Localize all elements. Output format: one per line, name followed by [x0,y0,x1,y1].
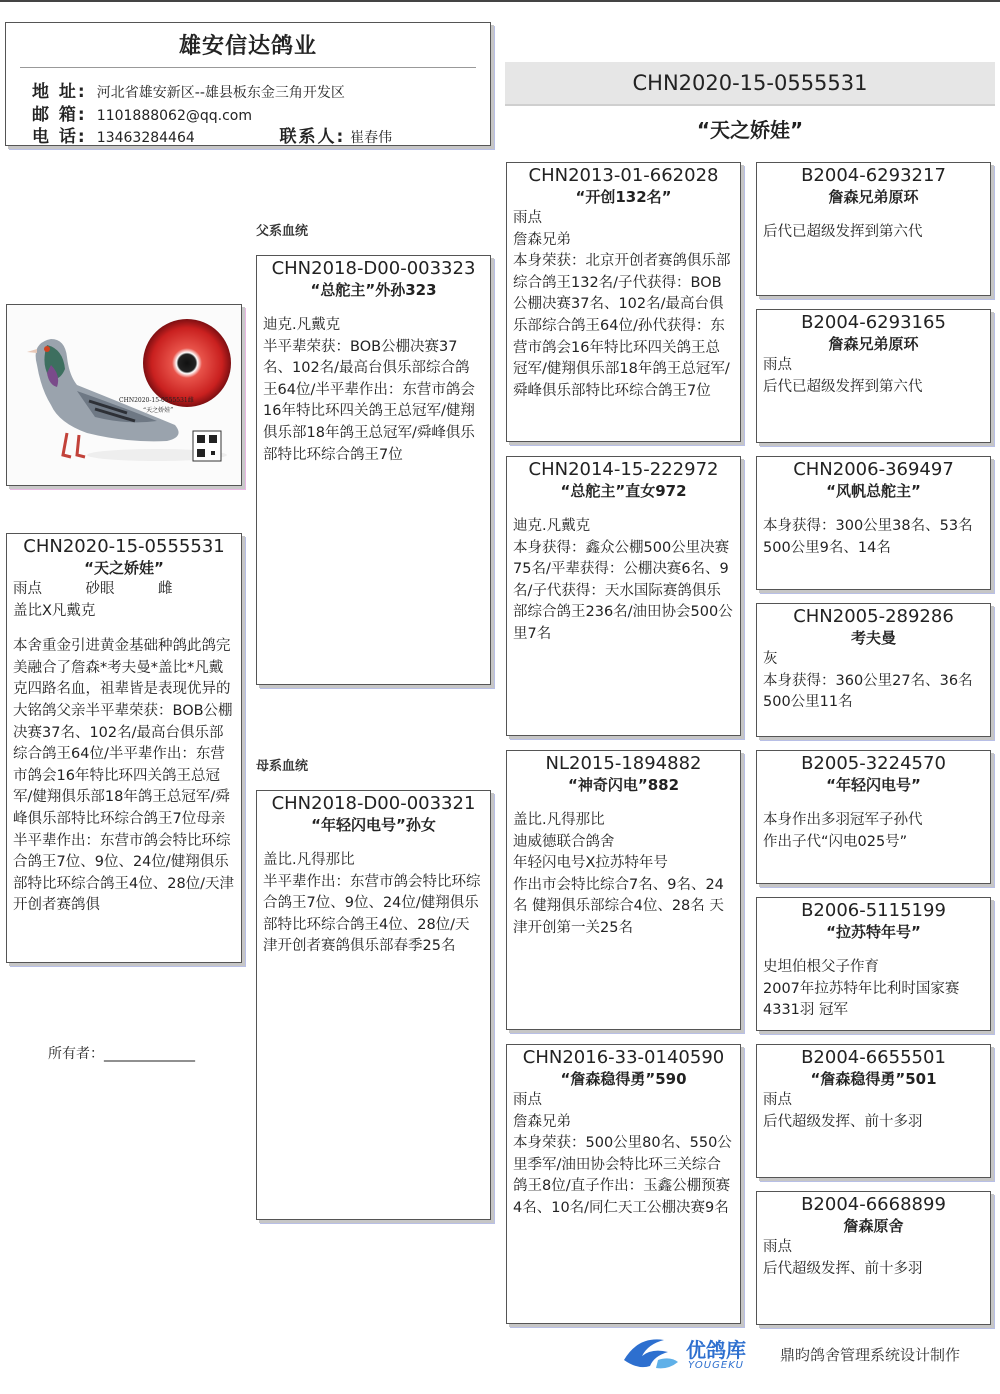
address-label: 地 址: [32,82,87,102]
ggp-name: 詹森兄弟原环 [828,335,919,353]
dam-name: “年轻闪电号”孙女 [311,816,436,834]
dam-strain: 盖比.凡得那比 [263,852,355,868]
ggp-color: 雨点 [763,1092,792,1108]
loft-name: 雄安信达鸽业 [178,34,317,59]
great-grandparent-card [756,603,991,737]
grandparent-name: “开创132名” [575,188,672,206]
ggp-note: 500公里9名、14名 [763,539,891,556]
contact-label: 联系人: [279,127,346,147]
pigeon-photo [6,304,242,486]
ggp-name: “拉苏特年号” [826,923,921,941]
grandparent-strain: 詹森兄弟 [513,231,571,248]
ggp-name: “年轻闪电号” [826,776,921,794]
granddam-maternal-card [506,1044,741,1324]
great-grandparent-card [756,750,991,884]
phone-label: 电 话: [32,127,87,147]
grandparent-ring: CHN2016-33-0140590 [522,1047,725,1068]
grandsire-paternal-card [506,162,741,442]
ggp-color: 灰 [763,651,778,667]
ggp-ring: B2006-5115199 [801,900,946,921]
subject-card-ring: CHN2020-15-0555531 [23,536,225,557]
ggp-note: 后代超级发挥、前十多羽 [763,1113,923,1130]
email-value[interactable]: 1101888062@qq.com [96,108,252,124]
ggp-note: 后代已超级发挥到第六代 [763,224,923,240]
ggp-note: 史坦伯根父子作育 [763,959,879,975]
subject-description: 本舍重金引进黄金基础种鸽此鸽完美融合了詹森*考夫曼*盖比*凡戴克四路名血，祖辈皆是表现优异的大铭鸽父亲半平辈荣获：BOB公棚决赛37名、102名/最高台俱乐部综合鸽王64位/半平辈作出：东营市鸽会16年特比环四关鸽王总冠军/健翔俱乐部18年鸽王总冠军/舜峰俱乐部特比环综合鸽王7位母亲半平辈作出：东营市鸽会特比环综合鸽王7位、9位、24位/健翔俱乐部特比环综合鸽王4位、28位/天津开创者赛鸽俱 [13,638,235,914]
email-label: 邮 箱: [32,105,87,125]
grandparent-strain: 盖比.凡得那比 [513,812,605,828]
great-grandparent-card [756,1191,991,1325]
grandparent-description: 本身荣获：北京开创者赛鸽俱乐部综合鸽王132名/子代获得：BOB公棚决赛37名、102名/最高台俱乐部综合鸽王64位/孙代获得：东营市鸽会16年特比环四关鸽王总冠军/健翔俱乐部18年鸽王总冠军/舜峰俱乐部特比环综合鸽王7位 [513,253,731,399]
owner-line: 所有者：_____________ [48,1046,195,1062]
sire-description: 半平辈荣获：BOB公棚决赛37名、102名/最高台俱乐部综合鸽王64位/半平辈作出：东营市鸽会16年特比环四关鸽王总冠军/健翔俱乐部18年鸽王总冠军/舜峰俱乐部特比环综合鸽王7位 [263,338,475,463]
grandparent-description: 本身荣获：500公里80名、550公里季军/油田协会特比环三关综合鸽王8位/直子作出：玉鑫公棚预赛4名、10名/同仁天工公棚决赛9名 [513,1135,732,1216]
contact-value: 崔春伟 [350,130,393,146]
header-divider [20,67,476,68]
grandparent-color: 雨点 [513,1092,542,1108]
sire-strain: 迪克.凡戴克 [263,317,341,333]
ggp-note: 500公里11名 [763,694,853,711]
phone-value: 13463284464 [96,130,195,146]
top-rule [0,0,1000,2]
ggp-name: “风帆总舵主” [826,482,921,500]
brand-logo-icon [618,1330,682,1374]
brand-name: 优鸽库 [686,1338,746,1362]
great-grandparent-card [756,456,991,590]
grandparent-description: 本身获得：鑫众公棚500公里决赛75名/平辈获得：公棚决赛6名、9名/子代获得：天水国际赛鸽俱乐部综合鸽王236名/油田协会500公里7名 [513,539,733,642]
ggp-name: 考夫曼 [850,629,896,647]
great-grandparent-card [756,162,991,296]
ggp-ring: B2004-6293217 [801,165,946,186]
grandsire-maternal-card [506,750,741,1030]
ggp-ring: B2004-6293165 [801,312,946,333]
address-value: 河北省雄安新区--雄县板东金三角开发区 [96,85,345,101]
footer-credit: 鼎昀鸽舍管理系统设计制作 [780,1346,961,1364]
subject-cross: 盖比X凡戴克 [13,602,96,619]
grandparent-color: 雨点 [513,210,542,226]
photo-caption-name: “天之娇娃” [143,407,174,414]
photo-caption-ring: CHN2020-15-0555531雌 [119,397,194,404]
ggp-note: 本身获得：360公里27名、36名 [763,672,973,689]
grandparent-name: “神奇闪电”882 [567,776,680,794]
great-grandparent-card [756,1044,991,1178]
subject-name: “天之娇娃” [696,118,804,142]
grandparent-strain: 詹森兄弟 [513,1113,571,1130]
dam-description: 半平辈作出：东营市鸽会特比环综合鸽王7位、9位、24位/健翔俱乐部特比环综合鸽王4位、28位/天津开创者赛鸽俱乐部春季25名 [263,873,481,955]
grandparent-description: 作出市会特比综合7名、9名、24名 健翔俱乐部综合4位、28名 天津开创第一关25名 [513,876,724,936]
dam-line-label: 母系血统 [256,759,309,774]
grandparent-name: “总舵主”直女972 [560,482,687,500]
ggp-name: 詹森原舍 [843,1217,904,1235]
grandparent-cross: 年轻闪电号X拉苏特年号 [513,855,668,872]
ggp-note: 后代超级发挥、前十多羽 [763,1260,923,1277]
sire-card [256,255,491,685]
ggp-note: 作出子代“闪电025号” [763,833,908,850]
ggp-note: 2007年拉苏特年比利时国家赛 [763,980,960,997]
ggp-ring: B2004-6655501 [801,1047,946,1068]
ggp-ring: CHN2006-369497 [793,459,954,480]
grandparent-ring: CHN2014-15-222972 [528,459,719,480]
ggp-color: 雨点 [763,357,792,373]
subject-ring-banner: CHN2020-15-0555531 [505,62,995,106]
loft-header [5,22,491,146]
ggp-ring: B2004-6668899 [801,1194,946,1215]
grandparent-name: “詹森稳得勇”590 [560,1070,687,1088]
address-row [32,77,345,102]
ggp-ring: B2005-3224570 [801,753,946,774]
subject-attrs: 雨点 砂眼 雌 [13,581,173,597]
subject-card-name: “天之娇娃” [84,559,164,577]
ggp-note: 本身获得：300公里38名、53名 [763,518,973,534]
ggp-ring: CHN2005-289286 [793,606,954,627]
ggp-color: 雨点 [763,1239,792,1255]
grandparent-ring: CHN2013-01-662028 [528,165,719,186]
footer [618,1328,998,1378]
brand-name-en: YOUGEKU [688,1360,744,1371]
grandparent-strain: 迪克.凡戴克 [513,518,591,534]
dam-card [256,790,491,1220]
ggp-note: 后代已超级发挥到第六代 [763,378,923,395]
great-grandparent-card [756,309,991,443]
great-grandparent-card [756,897,991,1031]
ggp-note: 本身作出多羽冠军子孙代 [763,812,923,828]
ggp-name: “詹森稳得勇”501 [810,1070,937,1088]
ggp-name: 詹森兄弟原环 [828,188,919,206]
grandparent-loft: 迪威德联合鸽舍 [513,833,615,850]
sire-name: “总舵主”外孙323 [310,281,437,299]
subject-card [6,533,242,963]
ggp-note: 4331羽 冠军 [763,1002,849,1019]
granddam-paternal-card [506,456,741,736]
dam-ring: CHN2018-D00-003321 [271,793,476,814]
phone-row [32,122,392,147]
sire-ring: CHN2018-D00-003323 [271,258,476,279]
grandparent-ring: NL2015-1894882 [545,753,702,774]
sire-line-label: 父系血统 [256,224,309,239]
